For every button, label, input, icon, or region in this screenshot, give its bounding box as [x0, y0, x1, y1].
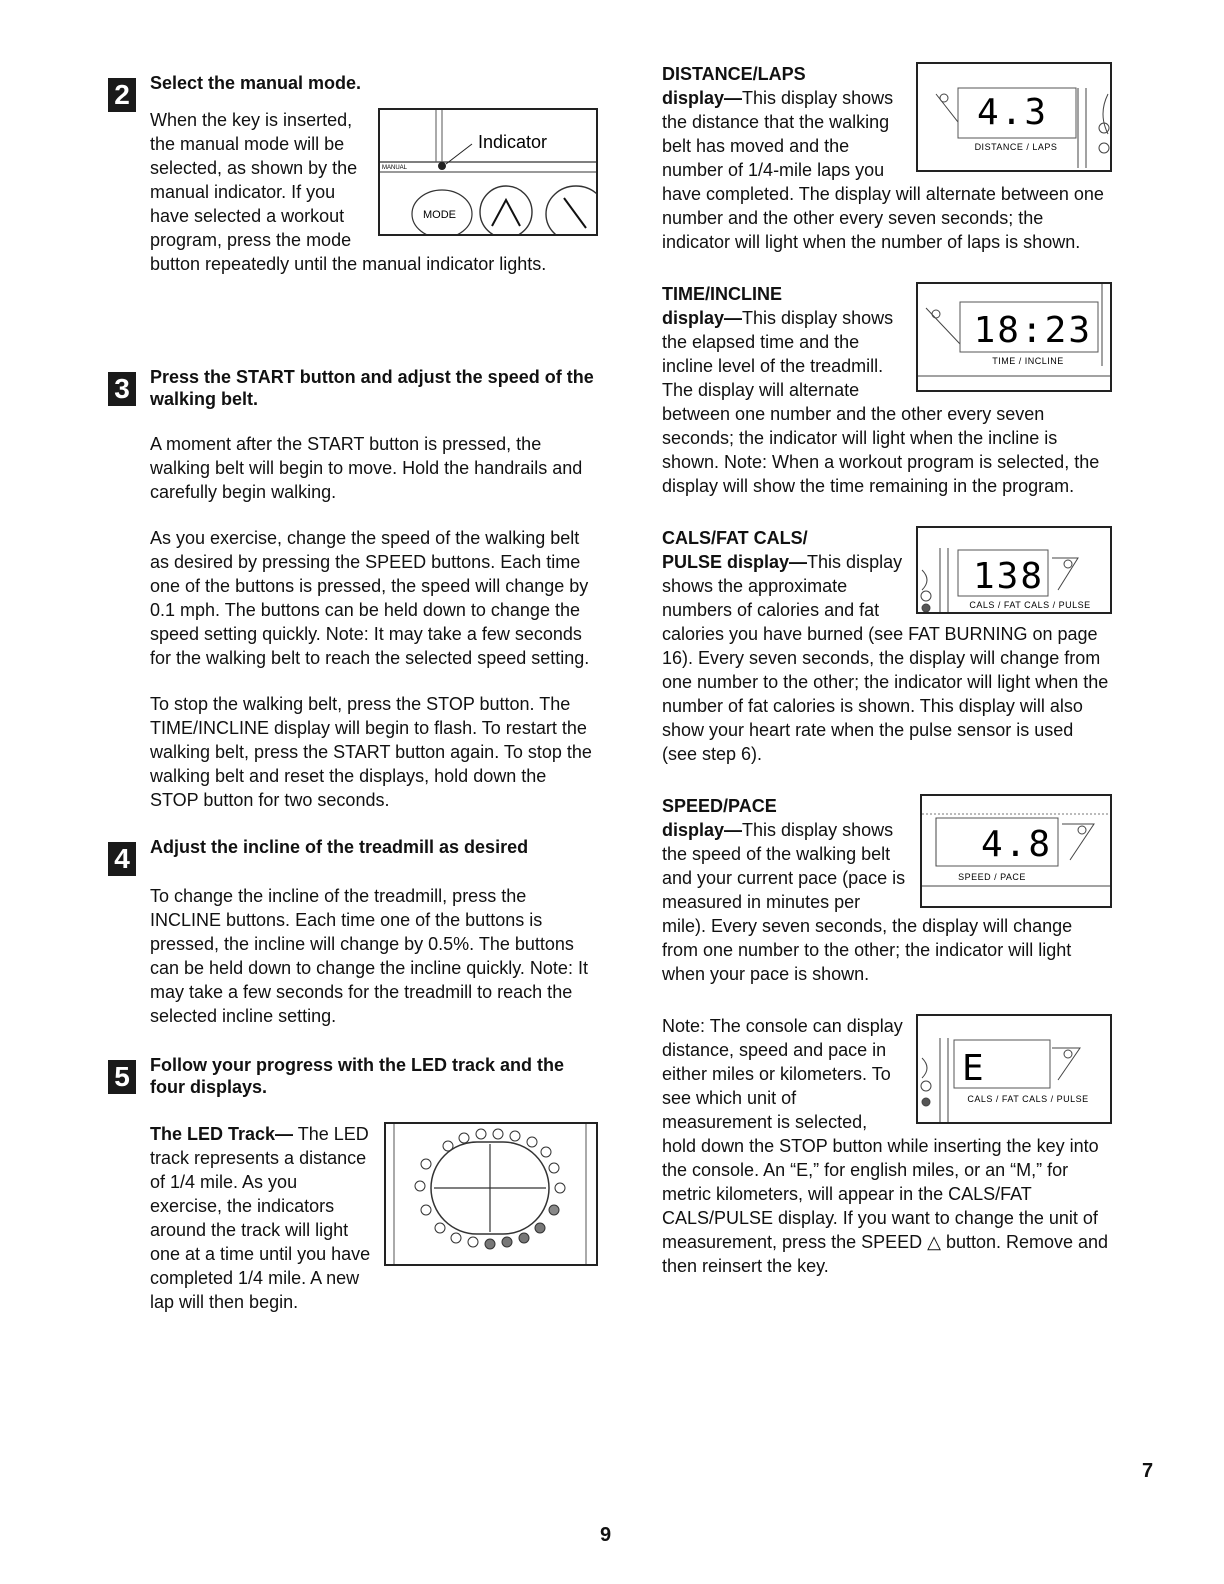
lcd-value: 4.3	[976, 92, 1048, 133]
units-lcd	[918, 1016, 1110, 1122]
step-2-body: When the key is inserted, the manual mode will be selected, as shown by the manual indicator. If you have selected a workout program, press the mode button repeatedly until the manual indicator lights.	[150, 110, 547, 274]
cals-pulse-display-figure	[916, 526, 1112, 614]
section-body: This display shows the distance that the walking belt has moved and the number of 1/4-mile laps you have completed. The display will alternate between one number and the other every seven seconds; the indicator will light when the number of laps is shown.	[662, 88, 1104, 252]
time-incline-display-figure	[916, 282, 1112, 392]
step-number-badge: 5	[108, 1060, 136, 1094]
laps-indicator-light	[940, 94, 948, 102]
step-heading: Follow your progress with the LED track and the four displays.	[150, 1055, 565, 1097]
step-3-paragraph-3: To stop the walking belt, press the STOP button. The TIME/INCLINE display will begin to flash. To restart the walking belt, press the START button again. To stop the walking belt and reset the displays, hold down the STOP button for two seconds.	[150, 694, 592, 810]
units-display-figure	[916, 1014, 1112, 1124]
pace-indicator-light	[1078, 826, 1086, 834]
section-title: TIME/INCLINE	[662, 284, 782, 304]
lcd-label: DISTANCE / LAPS	[974, 142, 1058, 152]
lcd-value: 4.8	[980, 824, 1052, 865]
step-3	[108, 366, 598, 812]
up-arrow-button	[480, 186, 532, 234]
section-lead: display—	[662, 820, 743, 840]
section-title: DISTANCE/LAPS	[662, 64, 806, 84]
lcd-label: TIME / INCLINE	[992, 356, 1064, 366]
right-column	[662, 62, 1112, 1278]
manual-label: MANUAL	[382, 165, 408, 171]
up-arrow-icon	[492, 200, 520, 226]
step-2	[108, 72, 598, 342]
step-3-paragraph-1: A moment after the START button is pressed, the walking belt will begin to move. Hold the handrails and carefully begin walking.	[150, 434, 583, 502]
distance-laps-lcd	[918, 64, 1110, 170]
section-title: CALS/FAT CALS/	[662, 528, 808, 548]
fat-cals-indicator-light	[1064, 560, 1072, 568]
lcd-label: CALS / FAT CALS / PULSE	[969, 600, 1091, 610]
indicator-label: Indicator	[478, 132, 548, 152]
section-lead: display—	[662, 308, 743, 328]
left-column	[108, 62, 598, 1314]
step-4	[108, 836, 598, 1028]
speed-pace-section	[662, 794, 1112, 986]
section-title: SPEED/PACE	[662, 796, 777, 816]
cals-pulse-lcd	[918, 528, 1110, 612]
section-lead: PULSE display—	[662, 552, 808, 572]
step-number-badge: 3	[108, 372, 136, 406]
console-mode-illustration	[380, 110, 596, 234]
lcd-label: CALS / FAT CALS / PULSE	[967, 1094, 1089, 1104]
step-4-paragraph: To change the incline of the treadmill, press the INCLINE buttons. Each time one of the buttons is pressed, the incline will change by 0.5%. The buttons can be held down to change the incline quickly. Note: It may take a few seconds for the treadmill to reach the selected incline setting.	[150, 886, 588, 1026]
step-heading: Press the START button and adjust the speed of the walking belt.	[150, 367, 594, 409]
cals-pulse-section	[662, 526, 1112, 766]
led-track-body: The LED track represents a distance of 1/4 mile. As you exercise, the indicators around the track will light one at a time until you have completed 1/4 mile. A new lap will then begin.	[150, 1124, 371, 1312]
distance-laps-section	[662, 62, 1112, 254]
led-track-figure	[384, 1122, 598, 1266]
section-body: This display shows the approximate numbers of calories and fat calories you have burned (see FAT BURNING on page 16). Every seven seconds, the display will change from one number to the other; the indicator will light when the number of fat calories is shown. This display will also show your heart rate when the pulse sensor is used (see step 6).	[662, 552, 1109, 764]
page-number-center: 9	[600, 1524, 612, 1546]
page-number-corner: 7	[1142, 1460, 1154, 1482]
speed-pace-display-figure	[920, 794, 1112, 908]
led-track-title: The LED Track—	[150, 1124, 294, 1144]
section-body: This display shows the speed of the walking belt and your current pace (pace is measured in minutes per mile). Every seven seconds, the display will change from one number to the other; the indicator will light when your pace is shown.	[662, 820, 1073, 984]
speed-pace-lcd	[922, 796, 1110, 906]
step-heading: Adjust the incline of the treadmill as desired	[150, 837, 529, 857]
section-lead: display—	[662, 88, 743, 108]
lcd-value: E	[962, 1048, 986, 1089]
step-5	[108, 1054, 598, 1314]
units-note-body: Note: The console can display distance, speed and pace in either miles or kilometers. To see which unit of measurement is selected, hold down the STOP button while inserting the key into the console. An “E,” for english miles, or an “M,” for metric kilometers, will appear in the CALS/FAT CALS/PULSE display. If you want to change the unit of measurement, press the SPEED △ button. Remove and then reinsert the key.	[662, 1016, 1109, 1276]
time-incline-section	[662, 282, 1112, 498]
step-heading: Select the manual mode.	[150, 73, 362, 93]
section-body: This display shows the elapsed time and the incline level of the treadmill. The display will alternate between one number and the other every seven seconds; the indicator will light when the incline is shown. Note: When a workout program is selected, the display will show the time remaining in the program.	[662, 308, 1100, 496]
incline-indicator-light	[932, 310, 940, 318]
lcd-value: 18:23	[973, 310, 1092, 351]
step-number-badge: 2	[108, 78, 136, 112]
lcd-label: SPEED / PACE	[958, 872, 1026, 882]
units-note-section	[662, 1014, 1112, 1278]
lcd-value: 138	[972, 556, 1044, 597]
manual-indicator-figure	[378, 108, 598, 236]
manual-indicator-light	[438, 162, 446, 170]
mode-label: MODE	[423, 209, 456, 221]
distance-laps-display-figure	[916, 62, 1112, 172]
time-incline-lcd	[918, 284, 1110, 390]
step-number-badge: 4	[108, 842, 136, 876]
step-3-paragraph-2: As you exercise, change the speed of the walking belt as desired by pressing the SPEED buttons. Each time one of the buttons is pressed, the speed will change by 0.1 mph. The buttons can be held down to change the speed setting quickly. Note: It may take a few seconds for the walking belt to reach the selected speed setting.	[150, 528, 590, 668]
led-track-illustration	[386, 1124, 596, 1264]
